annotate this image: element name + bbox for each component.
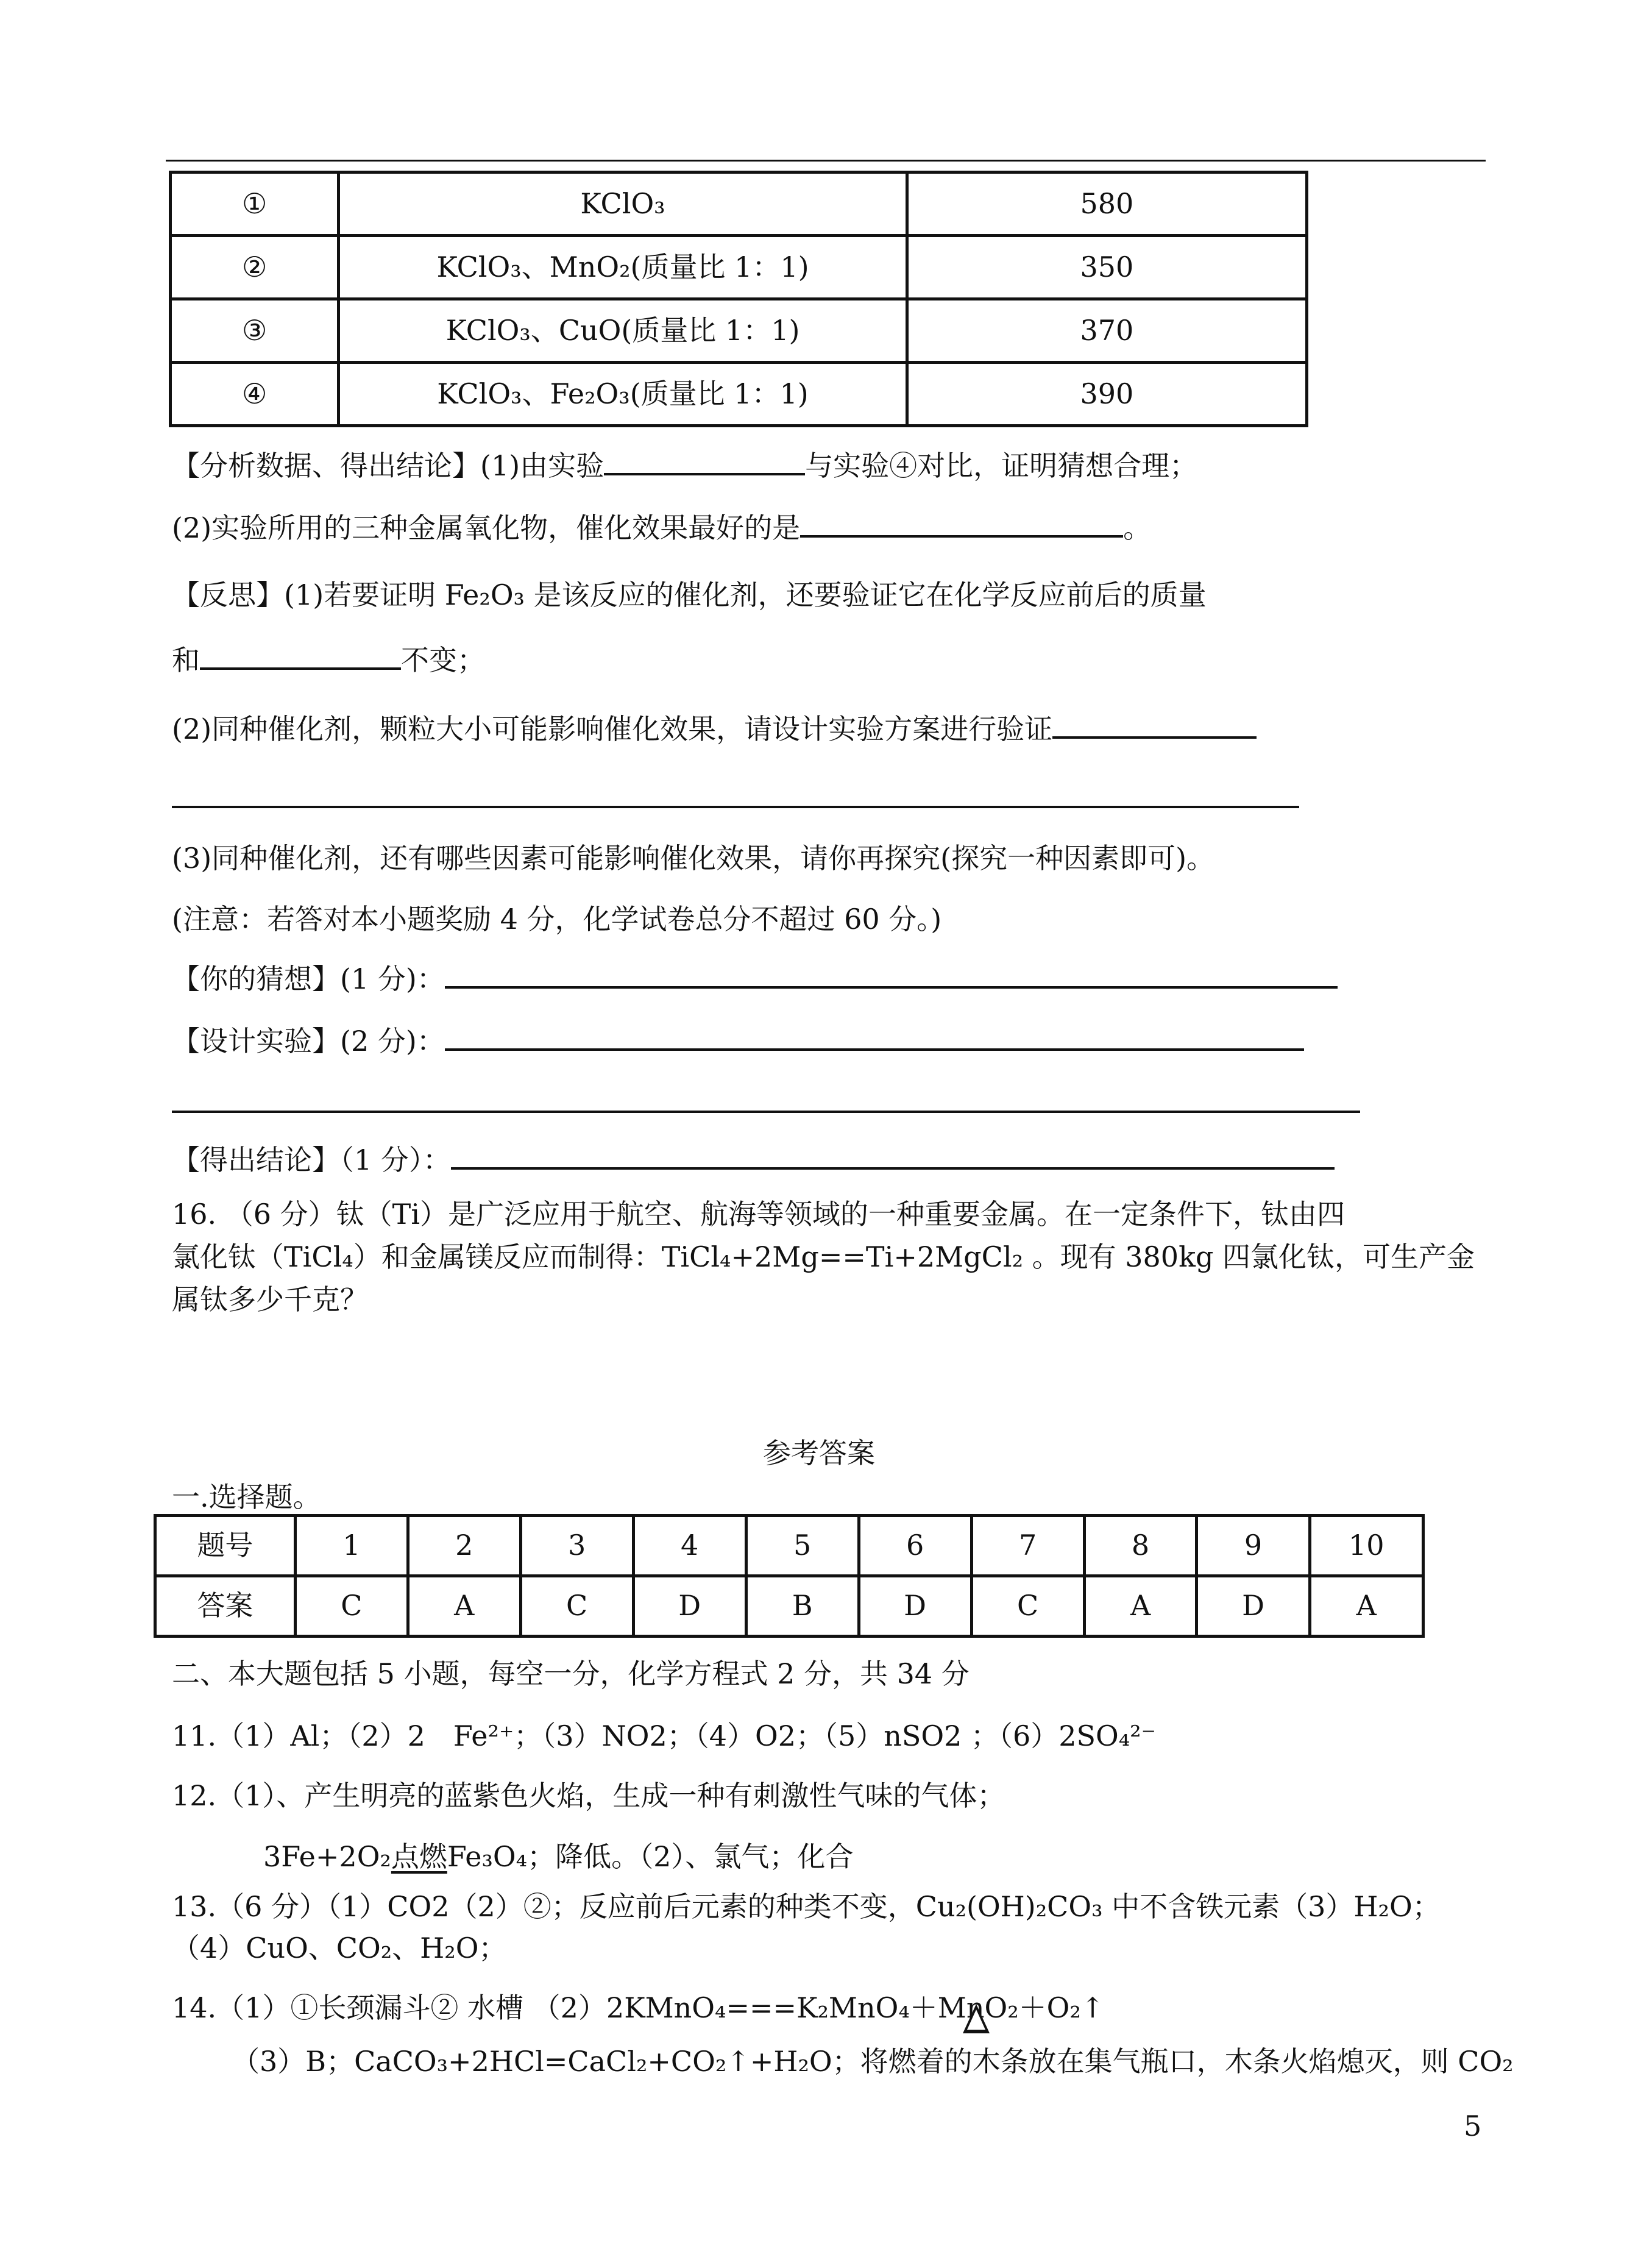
temperature-cell: 350: [907, 236, 1306, 299]
table-row: [155, 1576, 1424, 1637]
temperature-cell: 370: [907, 299, 1306, 363]
note-line: (注意：若答对本小题奖励 4 分，化学试卷总分不超过 60 分。): [172, 903, 942, 936]
table-row: [171, 236, 1307, 299]
question-number: 6: [859, 1516, 971, 1576]
catalyst-cell: KClO₃、MnO₂(质量比 1：1): [339, 236, 907, 299]
conclusion-line: 【得出结论】（1 分）：: [172, 1143, 1335, 1178]
answer-choice: D: [633, 1576, 746, 1637]
answer-13-line-1: 13.（6 分）（1）CO2（2）②；反应前后元素的种类不变，Cu₂(OH)₂CO₃ 中不含铁元素（3）H₂O；: [172, 1890, 1441, 1923]
question-number: 3: [520, 1516, 633, 1576]
answer-blank[interactable]: [604, 449, 805, 475]
page-number: 5: [1464, 2110, 1482, 2142]
table-row: [171, 172, 1307, 236]
question-number: 5: [746, 1516, 859, 1576]
question-number: 9: [1197, 1516, 1310, 1576]
answer-choice: D: [1197, 1576, 1310, 1637]
answer-13-line-2: （4）CuO、CO₂、H₂O；: [172, 1932, 507, 1964]
analysis-line-1: 【分析数据、得出结论】(1)由实验 与实验④对比，证明猜想合理；: [172, 449, 1198, 482]
row-number: ①: [171, 172, 339, 236]
guess-line: 【你的猜想】(1 分)：: [172, 962, 1338, 997]
answer-choice: A: [408, 1576, 520, 1637]
answer-choice: C: [520, 1576, 633, 1637]
answer-blank[interactable]: [800, 511, 1123, 538]
answer-label: 答案: [155, 1576, 296, 1637]
answer-choice: A: [1310, 1576, 1423, 1637]
answer-14-line-1: 14.（1）①长颈漏斗② 水槽 （2）2KMnO₄===K₂MnO₄＋MnO₂＋O₂↑: [172, 1991, 1105, 2024]
design-line: 【设计实验】(2 分)：: [172, 1024, 1304, 1059]
table-row: [171, 363, 1307, 426]
question-number: 1: [295, 1516, 408, 1576]
question-number: 10: [1310, 1516, 1423, 1576]
answer-blank[interactable]: [445, 1024, 1304, 1051]
question-16-line-2: 氯化钛（TiCl₄）和金属镁反应而制得：TiCl₄+2Mg==Ti+2MgCl₂ 。现有 380kg 四氯化钛，可生产金: [172, 1240, 1475, 1273]
answer-choice: D: [859, 1576, 971, 1637]
table-row: [155, 1516, 1424, 1576]
question-number: 8: [1084, 1516, 1197, 1576]
row-number: ②: [171, 236, 339, 299]
answer-choice: C: [971, 1576, 1084, 1637]
answer-12-line-2: 3Fe+2O₂点燃Fe₃O₄；降低。（2）、氯气；化合: [263, 1840, 854, 1873]
answer-blank[interactable]: [445, 962, 1338, 989]
reflection-line-4: (3)同种催化剂，还有哪些因素可能影响催化效果，请你再探究(探究一种因素即可)。: [172, 842, 1215, 875]
answer-11: 11.（1）Al；（2）2 Fe²⁺；（3）NO2；（4）O2；（5）nSO2 ；（6）2SO₄²⁻: [172, 1719, 1156, 1752]
question-number: 7: [971, 1516, 1084, 1576]
reflection-line-1: 【反思】(1)若要证明 Fe₂O₃ 是该反应的催化剂，还要验证它在化学反应前后的质量: [172, 578, 1207, 611]
answer-key-title: 参考答案: [763, 1437, 875, 1470]
catalyst-cell: KClO₃: [339, 172, 907, 236]
heating-triangle-icon: [963, 2004, 990, 2033]
temperature-cell: 580: [907, 172, 1306, 236]
answer-blank[interactable]: [1052, 712, 1257, 739]
answer-line[interactable]: [172, 806, 1299, 808]
choice-answer-table: [154, 1514, 1425, 1638]
answer-14-line-2: （3）B；CaCO₃+2HCl=CaCl₂+CO₂↑+H₂O；将燃着的木条放在集气瓶口，木条火焰熄灭，则 CO₂: [232, 2045, 1514, 2078]
answer-choice: B: [746, 1576, 859, 1637]
answer-blank[interactable]: [200, 643, 401, 670]
experiment-table: [169, 171, 1308, 427]
answer-choice: C: [295, 1576, 408, 1637]
catalyst-cell: KClO₃、CuO(质量比 1：1): [339, 299, 907, 363]
answer-12-line-1: 12.（1）、产生明亮的蓝紫色火焰，生成一种有刺激性气味的气体；: [172, 1779, 1005, 1812]
question-number: 4: [633, 1516, 746, 1576]
section-2-heading: 二、本大题包括 5 小题，每空一分，化学方程式 2 分，共 34 分: [172, 1657, 970, 1690]
header-label: 题号: [155, 1516, 296, 1576]
answer-choice: A: [1084, 1576, 1197, 1637]
question-number: 2: [408, 1516, 520, 1576]
catalyst-cell: KClO₃、Fe₂O₃(质量比 1：1): [339, 363, 907, 426]
condition-label: 点燃: [391, 1840, 447, 1873]
row-number: ④: [171, 363, 339, 426]
table-row: [171, 299, 1307, 363]
answer-line[interactable]: [172, 1111, 1360, 1113]
reflection-line-2: 和 不变；: [172, 644, 485, 677]
header-rule: [166, 160, 1486, 162]
temperature-cell: 390: [907, 363, 1306, 426]
reflection-line-3: (2)同种催化剂，颗粒大小可能影响催化效果，请设计实验方案进行验证: [172, 712, 1257, 747]
question-16-line-3: 属钛多少千克？: [172, 1283, 368, 1316]
analysis-line-2: (2)实验所用的三种金属氧化物，催化效果最好的是 。: [172, 511, 1152, 544]
question-16-line-1: 16. （6 分）钛（Ti）是广泛应用于航空、航海等领域的一种重要金属。在一定条件下，钛由四: [172, 1198, 1346, 1231]
row-number: ③: [171, 299, 339, 363]
answer-blank[interactable]: [451, 1143, 1335, 1170]
section-1-heading: 一.选择题。: [172, 1481, 321, 1513]
